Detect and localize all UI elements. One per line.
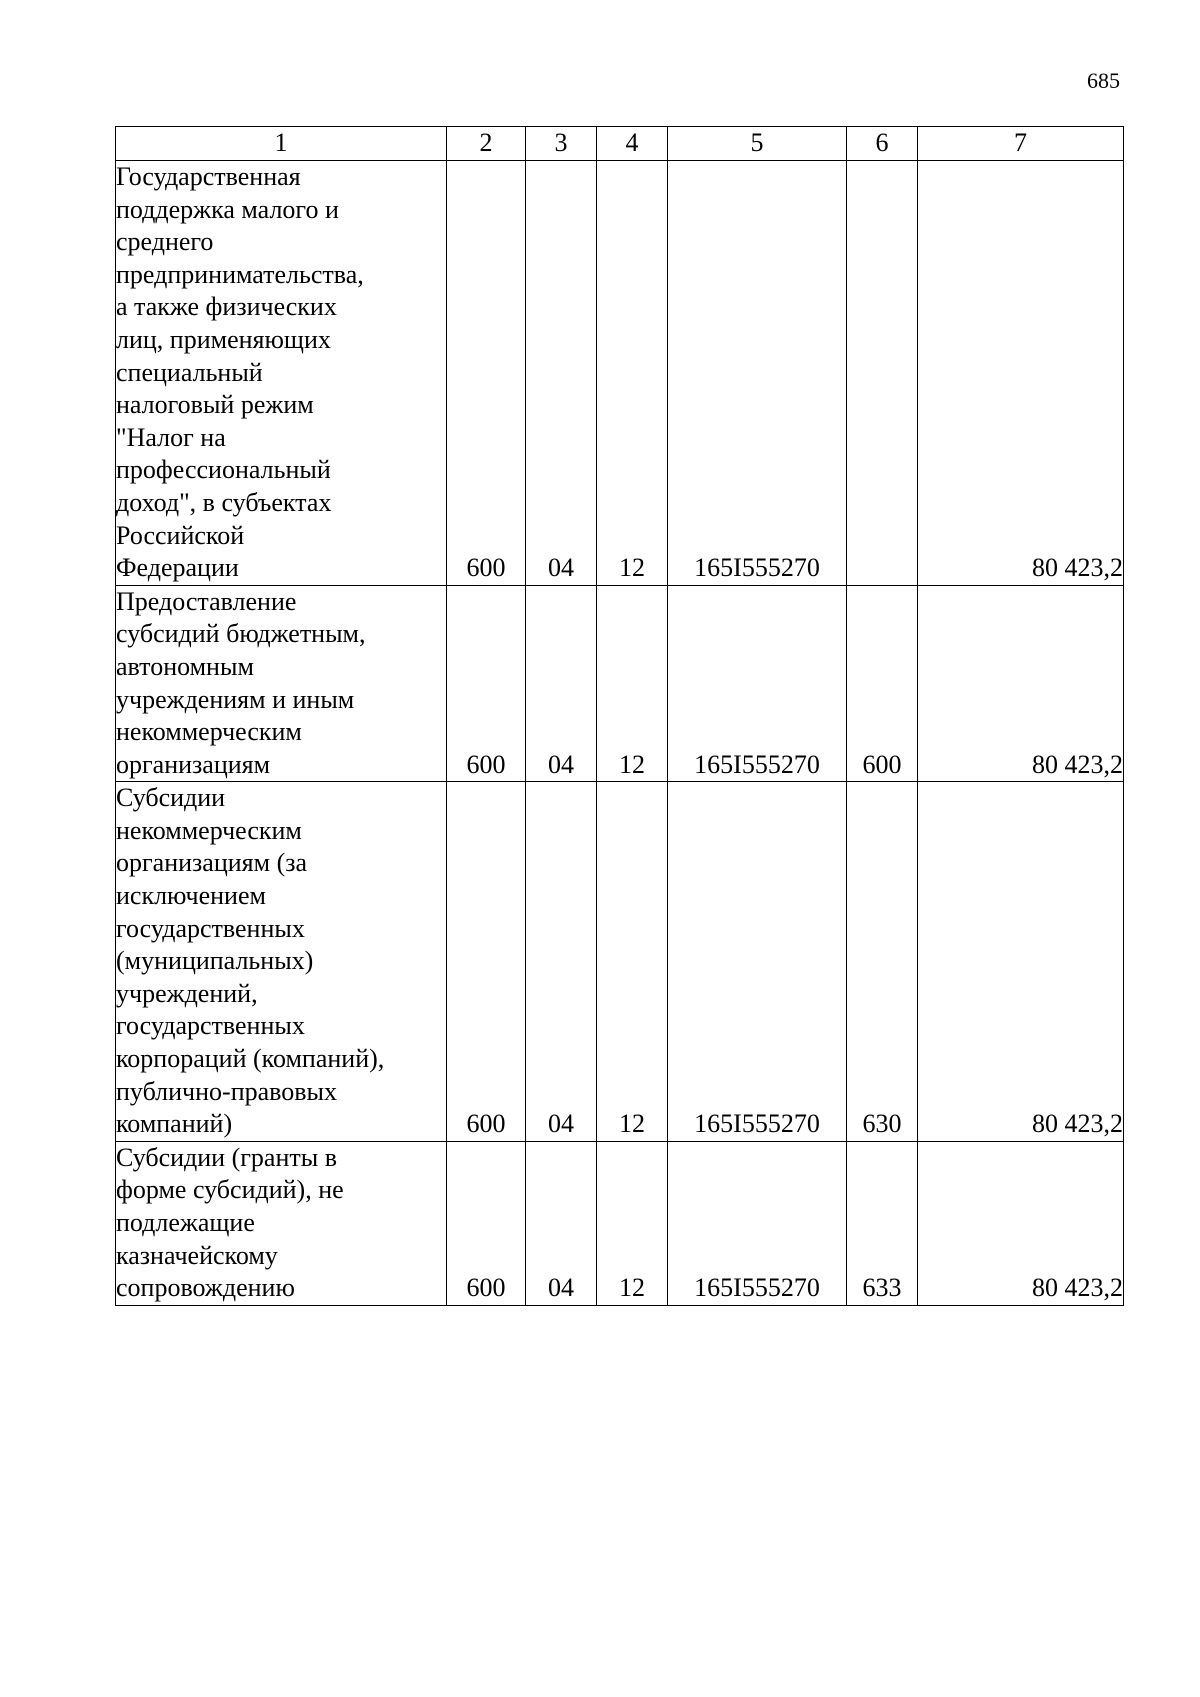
cell-amount: 80 423,2 <box>918 1141 1124 1305</box>
column-header: 5 <box>668 127 847 161</box>
cell-col-4: 12 <box>597 782 668 1142</box>
cell-col-4: 12 <box>597 585 668 782</box>
cell-col-2: 600 <box>447 161 526 586</box>
cell-col-3: 04 <box>526 161 597 586</box>
cell-col-2: 600 <box>447 782 526 1142</box>
row-name-cell <box>116 161 447 586</box>
row-name-text: Предоставление субсидий бюджетным, автономным учреждениям и иным некоммерческим организациям <box>116 586 366 779</box>
row-name-text: Государственная поддержка малого и среднего предпринимательства, а также физических лиц, применяющих специальный налоговый режим "Налог на профессиональный доход", в субъектах Российской Федерации <box>116 162 364 583</box>
table-row <box>116 585 1124 782</box>
row-name-text: Субсидии некоммерческим организациям (за исключением государственных (муниципальных) учреждений, государственных корпораций (компаний), публично-правовых компаний) <box>116 783 385 1139</box>
column-header: 2 <box>447 127 526 161</box>
cell-col-2: 600 <box>447 585 526 782</box>
cell-col-3: 04 <box>526 782 597 1142</box>
cell-col-6: 633 <box>847 1141 918 1305</box>
table-row <box>116 782 1124 1142</box>
column-header: 3 <box>526 127 597 161</box>
cell-col-6: 600 <box>847 585 918 782</box>
row-name-cell <box>116 585 447 782</box>
cell-col-3: 04 <box>526 585 597 782</box>
column-header: 6 <box>847 127 918 161</box>
table-row <box>116 161 1124 586</box>
cell-col-6 <box>847 161 918 586</box>
row-name-cell <box>116 782 447 1142</box>
cell-amount: 80 423,2 <box>918 161 1124 586</box>
cell-col-5: 165I555270 <box>668 782 847 1142</box>
column-header: 4 <box>597 127 668 161</box>
cell-col-5: 165I555270 <box>668 161 847 586</box>
cell-col-3: 04 <box>526 1141 597 1305</box>
cell-amount: 80 423,2 <box>918 585 1124 782</box>
cell-col-5: 165I555270 <box>668 1141 847 1305</box>
table-row <box>116 1141 1124 1305</box>
cell-amount: 80 423,2 <box>918 782 1124 1142</box>
cell-col-5: 165I555270 <box>668 585 847 782</box>
column-header: 1 <box>116 127 447 161</box>
cell-col-4: 12 <box>597 161 668 586</box>
row-name-text: Субсидии (гранты в форме субсидий), не подлежащие казначейскому сопровождению <box>116 1142 344 1303</box>
cell-col-4: 12 <box>597 1141 668 1305</box>
page-number: 685 <box>1087 68 1120 93</box>
cell-col-2: 600 <box>447 1141 526 1305</box>
cell-col-6: 630 <box>847 782 918 1142</box>
row-name-cell <box>116 1141 447 1305</box>
column-header: 7 <box>918 127 1124 161</box>
budget-table <box>115 126 1124 1306</box>
table-header-row <box>116 127 1124 161</box>
